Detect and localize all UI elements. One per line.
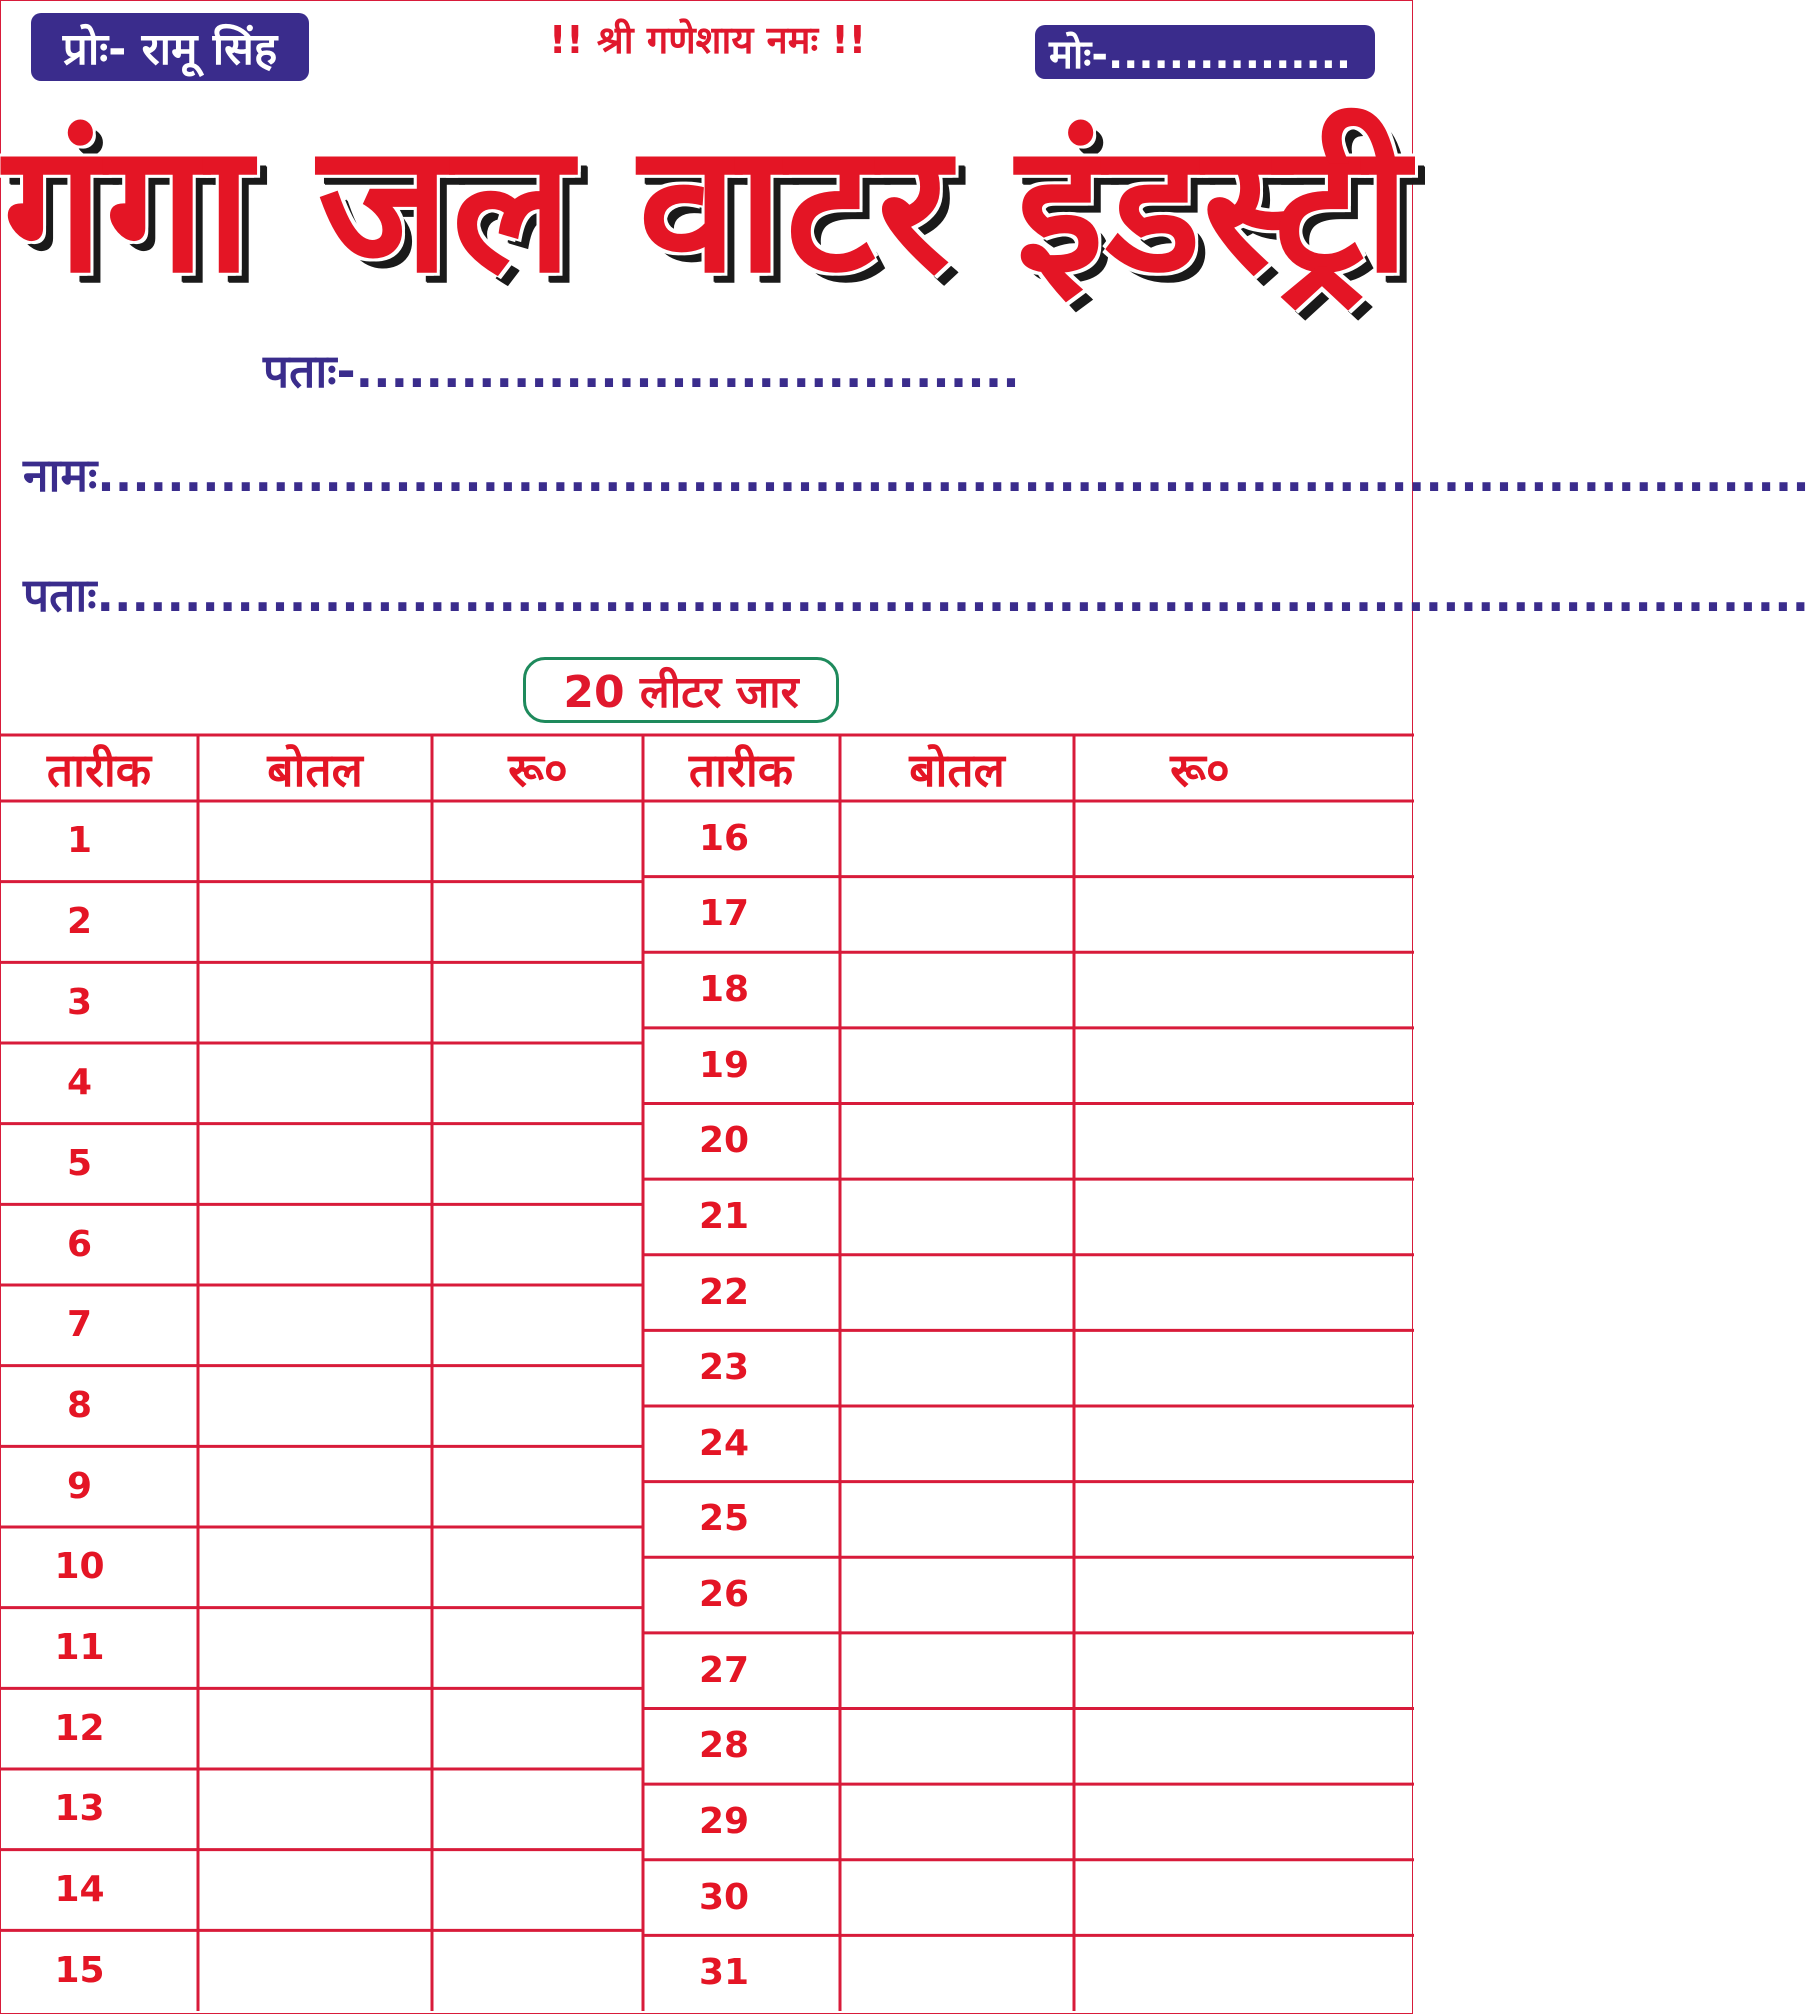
- header-bottle-right: बोतल: [909, 743, 1005, 797]
- date-cell-8: 8: [66, 1385, 93, 1426]
- date-cell-7: 7: [66, 1304, 93, 1346]
- date-cell-20: 20: [698, 1120, 750, 1162]
- date-cell-26: 26: [698, 1574, 750, 1616]
- date-cell-1: 1: [66, 820, 93, 862]
- date-cell-28: 28: [698, 1725, 750, 1767]
- date-cell-25: 25: [698, 1498, 750, 1540]
- business-title: गंगा जल वाटर इंडस्ट्री: [3, 105, 1412, 312]
- product-label: 20 लीटर जार: [563, 667, 799, 718]
- date-cell-27: 27: [698, 1649, 750, 1691]
- date-cell-29: 29: [698, 1800, 750, 1842]
- date-cell-16: 16: [698, 817, 750, 859]
- date-cell-17: 17: [698, 893, 750, 935]
- proprietor-name: प्रोः- रामू सिंह: [62, 24, 278, 75]
- date-cell-15: 15: [54, 1949, 105, 1991]
- header-date-left: तारीक: [46, 743, 152, 797]
- date-cell-10: 10: [54, 1546, 105, 1588]
- date-cell-19: 19: [698, 1044, 750, 1086]
- date-cell-13: 13: [54, 1788, 105, 1830]
- date-cell-12: 12: [54, 1707, 105, 1749]
- date-cell-4: 4: [66, 1062, 93, 1104]
- date-cell-22: 22: [698, 1271, 750, 1313]
- date-cell-14: 14: [54, 1869, 105, 1910]
- header-bottle-left: बोतल: [267, 743, 363, 797]
- date-cell-5: 5: [66, 1143, 93, 1184]
- date-cell-23: 23: [698, 1347, 750, 1389]
- date-cell-31: 31: [698, 1952, 750, 1994]
- header-date-right: तारीक: [688, 743, 794, 797]
- header-amount-left: रू०: [508, 743, 568, 797]
- customer-address-line: पताः..................................................................................................: [23, 568, 1810, 622]
- date-cell-11: 11: [54, 1627, 105, 1668]
- header-amount-right: रू०: [1170, 743, 1230, 797]
- date-cell-9: 9: [66, 1465, 93, 1507]
- date-cell-24: 24: [698, 1422, 750, 1464]
- date-cell-6: 6: [66, 1223, 93, 1265]
- customer-name-line: नामः..................................................................................................: [23, 448, 1810, 502]
- date-cell-3: 3: [66, 981, 93, 1023]
- invocation-text: !! श्री गणेशाय नमः !!: [548, 18, 867, 62]
- date-cell-18: 18: [698, 969, 750, 1011]
- mobile-field: मोः-................: [1049, 31, 1352, 78]
- date-cell-21: 21: [698, 1195, 750, 1237]
- date-cell-30: 30: [698, 1876, 750, 1918]
- business-address-line: पताः-......................................: [263, 344, 1020, 398]
- date-cell-2: 2: [66, 901, 93, 942]
